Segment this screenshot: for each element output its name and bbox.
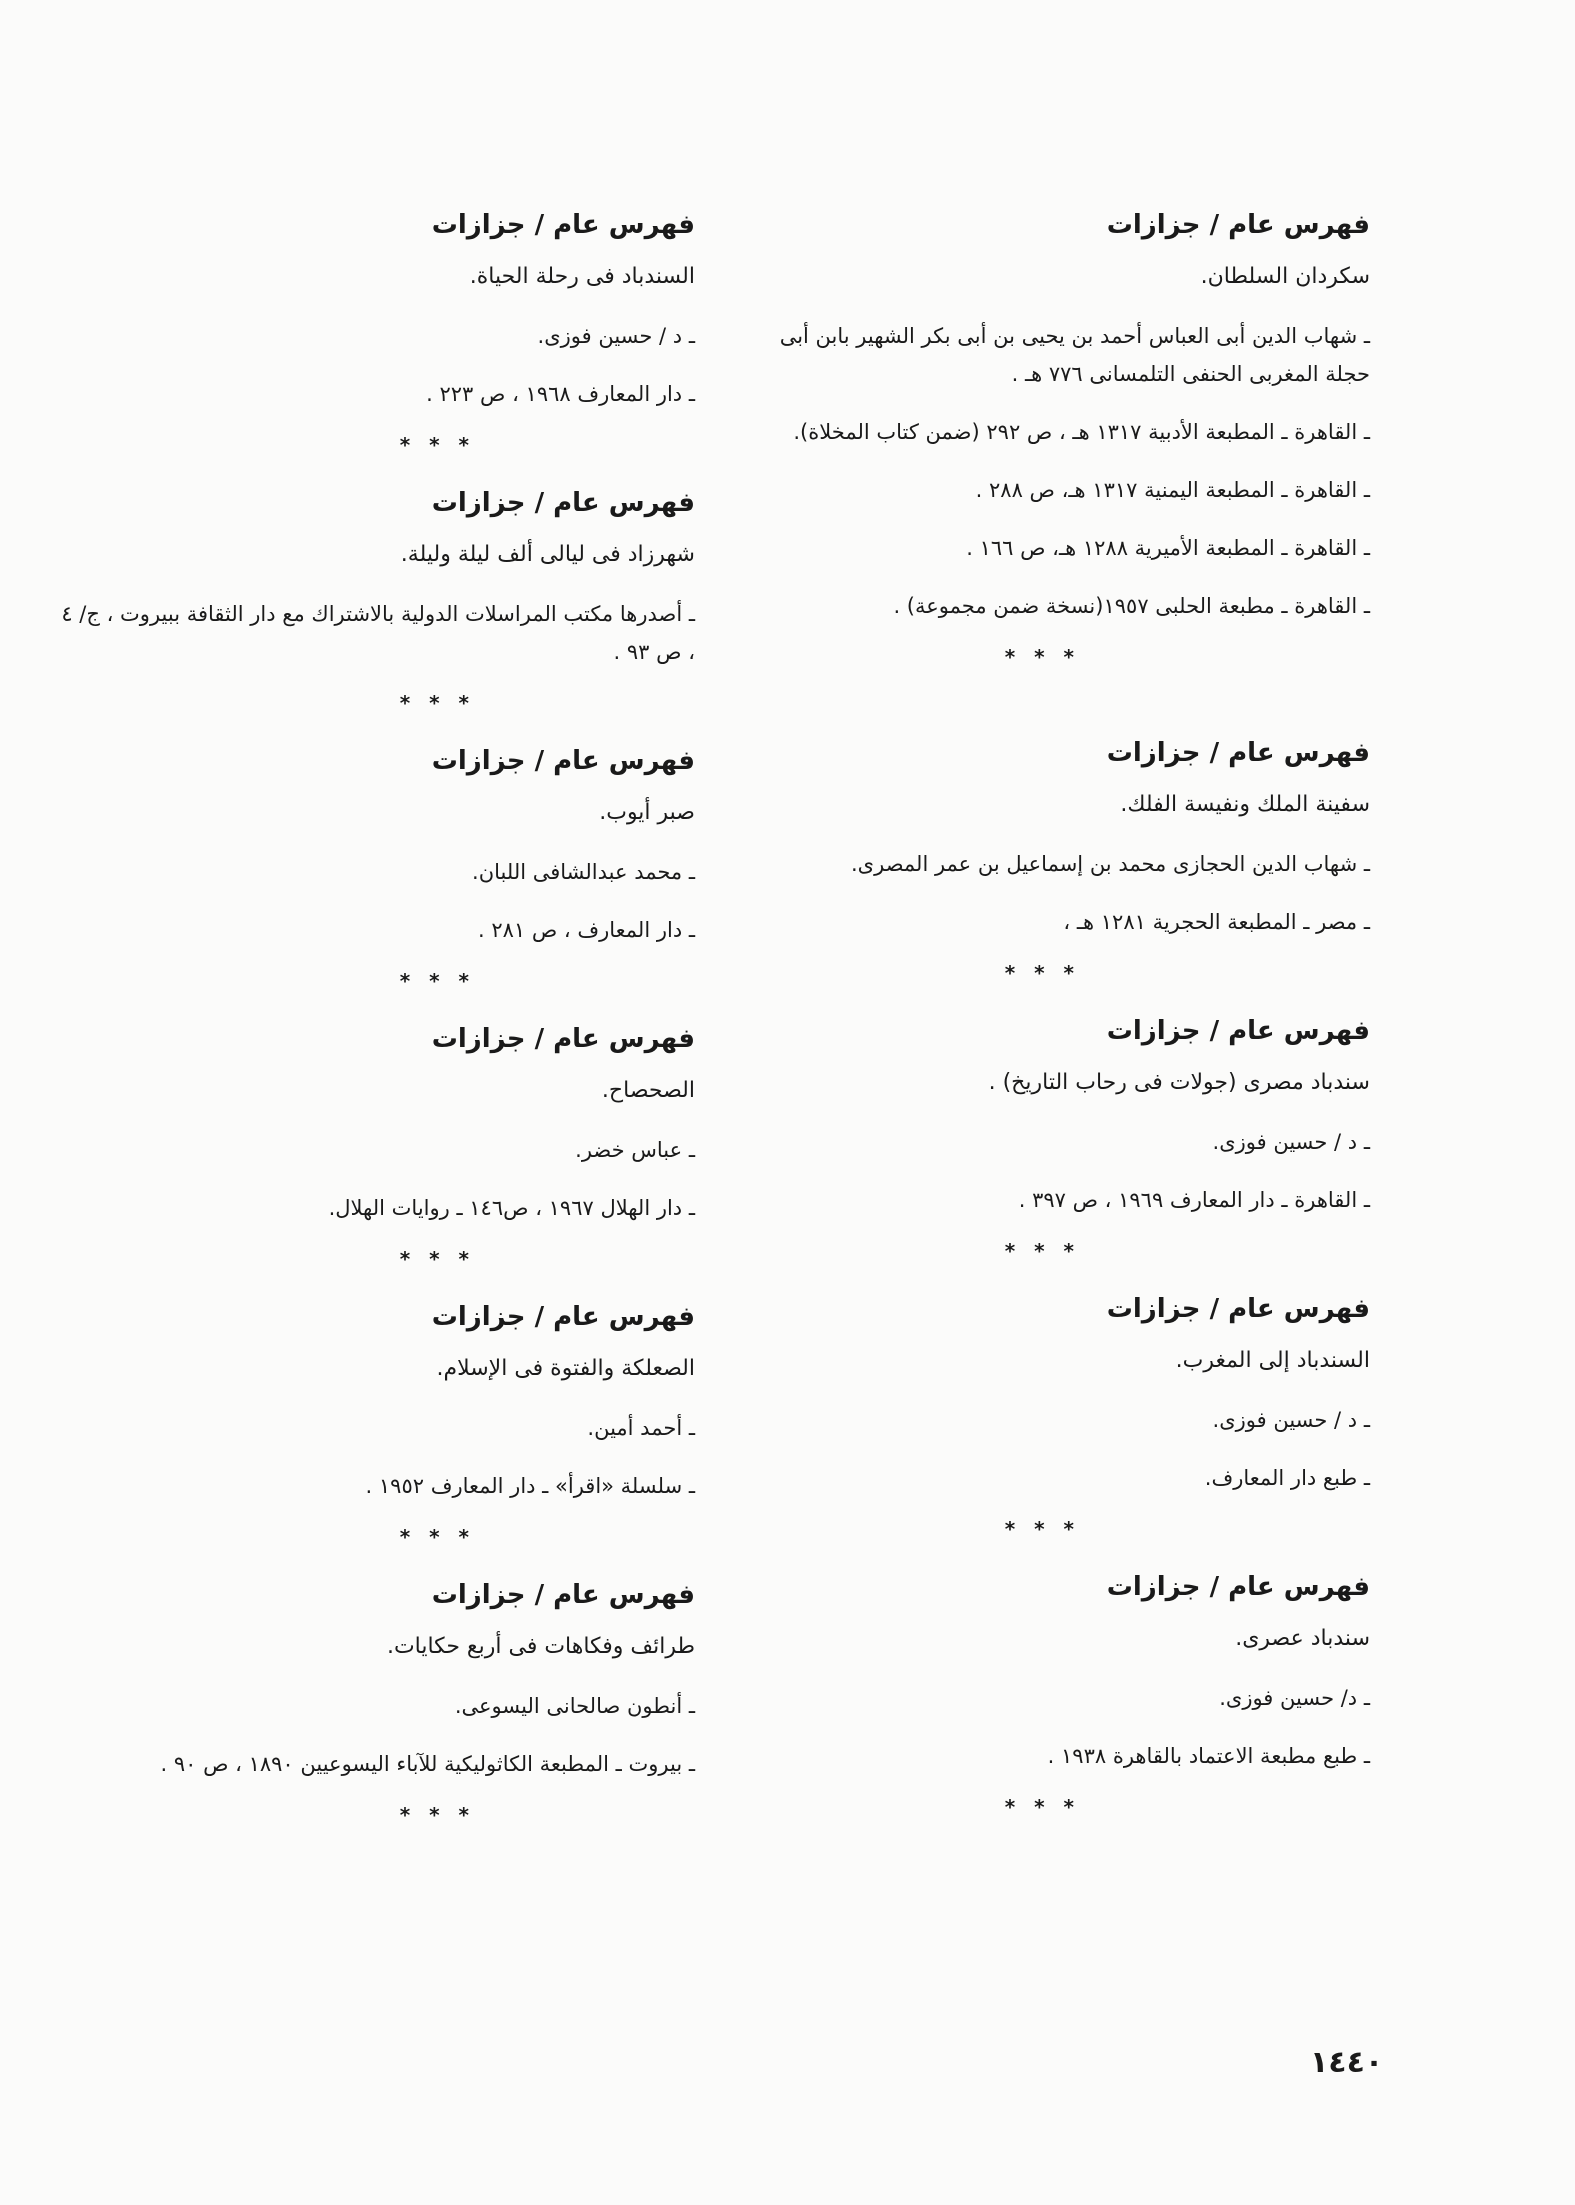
- page-number: ١٤٤٠: [1310, 2045, 1384, 2080]
- separator-stars: * * *: [399, 969, 475, 993]
- entry-heading: فهرس عام / جزازات: [431, 210, 695, 240]
- right-column: [750, 205, 1370, 1845]
- catalog-entry: [55, 1297, 695, 1549]
- entry-line: ـ د / حسين فوزى.: [1212, 1408, 1370, 1432]
- entry-title: الصعلكة والفتوة فى الإسلام.: [436, 1356, 695, 1381]
- entry-line: ـ طبع دار المعارف.: [1204, 1466, 1370, 1490]
- entry-heading: فهرس عام / جزازات: [1106, 210, 1370, 240]
- entry-line: ـ القاهرة ـ المطبعة الأميرية ١٢٨٨ هـ، ص ١٦٦ .: [966, 536, 1370, 560]
- entry-line: ـ د / حسين فوزى.: [1212, 1130, 1370, 1154]
- entry-line: ـ دار المعارف ، ص ٢٨١ .: [477, 918, 695, 942]
- separator-stars: * * *: [399, 1525, 475, 1549]
- entry-line: ـ أصدرها مكتب المراسلات الدولية بالاشتراك مع دار الثقافة ببيروت ، ج/ ٤ ، ص ٩٣ .: [61, 602, 695, 664]
- entry-line: ـ محمد عبدالشافى اللبان.: [472, 860, 695, 884]
- entry-line: ـ القاهرة ـ دار المعارف ١٩٦٩ ، ص ٣٩٧ .: [1018, 1188, 1370, 1212]
- entry-heading: فهرس عام / جزازات: [431, 1580, 695, 1610]
- entry-line: ـ دار الهلال ١٩٦٧ ، ص١٤٦ ـ روايات الهلال.: [328, 1196, 695, 1220]
- catalog-entry: [750, 205, 1370, 669]
- entry-line: ـ مصر ـ المطبعة الحجرية ١٢٨١ هـ ،: [1063, 910, 1370, 934]
- entry-line: ـ طبع مطبعة الاعتماد بالقاهرة ١٩٣٨ .: [1047, 1744, 1370, 1768]
- separator-stars: * * *: [399, 1247, 475, 1271]
- entry-line: ـ عباس خضر.: [575, 1138, 695, 1162]
- entry-heading: فهرس عام / جزازات: [431, 1024, 695, 1054]
- catalog-entry: [750, 1567, 1370, 1819]
- entry-heading: فهرس عام / جزازات: [431, 746, 695, 776]
- entry-line: ـ دار المعارف ١٩٦٨ ، ص ٢٢٣ .: [426, 382, 695, 406]
- entry-title: سكردان السلطان.: [1200, 264, 1370, 289]
- entry-line: ـ القاهرة ـ المطبعة اليمنية ١٣١٧ هـ، ص ٢٨٨ .: [975, 478, 1370, 502]
- separator-stars: * * *: [399, 433, 475, 457]
- catalog-entry: [55, 205, 695, 457]
- entry-heading: فهرس عام / جزازات: [1106, 1016, 1370, 1046]
- entry-title: السندباد فى رحلة الحياة.: [469, 264, 695, 289]
- entry-title: شهرزاد فى ليالى ألف ليلة وليلة.: [400, 542, 695, 567]
- entry-heading: فهرس عام / جزازات: [1106, 1572, 1370, 1602]
- entry-title: صبر أيوب.: [599, 800, 695, 825]
- entry-line: ـ شهاب الدين الحجازى محمد بن إسماعيل بن عمر المصرى.: [851, 852, 1370, 876]
- spacer: [750, 695, 1370, 733]
- entry-title: الصحصاح.: [601, 1078, 695, 1103]
- separator-stars: * * *: [1004, 1239, 1080, 1263]
- entry-line: ـ شهاب الدين أبى العباس أحمد بن يحيى بن أبى بكر الشهير بابن أبى حجلة المغربى الحنفى التلمسانى ٧٧٦ هـ .: [779, 324, 1370, 386]
- entry-title: طرائف وفكاهات فى أربع حكايات.: [386, 1634, 695, 1659]
- entry-heading: فهرس عام / جزازات: [431, 1302, 695, 1332]
- entry-line: ـ د/ حسين فوزى.: [1219, 1686, 1370, 1710]
- separator-stars: * * *: [1004, 961, 1080, 985]
- catalog-entry: [55, 483, 695, 715]
- catalog-entry: [55, 1575, 695, 1827]
- catalog-entry: [750, 733, 1370, 985]
- entry-line: ـ القاهرة ـ المطبعة الأدبية ١٣١٧ هـ ، ص ٢٩٢ (ضمن كتاب المخلاة).: [793, 420, 1370, 444]
- entry-line: ـ بيروت ـ المطبعة الكاثوليكية للآباء اليسوعيين ١٨٩٠ ، ص ٩٠ .: [160, 1752, 695, 1776]
- catalog-entry: [55, 1019, 695, 1271]
- separator-stars: * * *: [399, 691, 475, 715]
- catalog-entry: [55, 741, 695, 993]
- entry-heading: فهرس عام / جزازات: [1106, 1294, 1370, 1324]
- entry-heading: فهرس عام / جزازات: [431, 488, 695, 518]
- left-column: [55, 205, 695, 1853]
- entry-line: ـ أنطون صالحانى اليسوعى.: [454, 1694, 695, 1718]
- entry-line: ـ القاهرة ـ مطبعة الحلبى ١٩٥٧(نسخة ضمن مجموعة) .: [893, 594, 1370, 618]
- separator-stars: * * *: [1004, 1795, 1080, 1819]
- separator-stars: * * *: [1004, 645, 1080, 669]
- catalog-entry: [750, 1289, 1370, 1541]
- entry-line: ـ د / حسين فوزى.: [537, 324, 695, 348]
- entry-title: سندباد مصرى (جولات فى رحاب التاريخ) .: [988, 1070, 1370, 1095]
- entry-line: ـ سلسلة «اقرأ» ـ دار المعارف ١٩٥٢ .: [365, 1474, 695, 1498]
- entry-line: ـ أحمد أمين.: [587, 1416, 695, 1440]
- entry-title: سندباد عصرى.: [1235, 1626, 1370, 1651]
- entry-title: سفينة الملك ونفيسة الفلك.: [1120, 792, 1370, 817]
- separator-stars: * * *: [1004, 1517, 1080, 1541]
- entry-title: السندباد إلى المغرب.: [1175, 1348, 1370, 1373]
- separator-stars: * * *: [399, 1803, 475, 1827]
- entry-heading: فهرس عام / جزازات: [1106, 738, 1370, 768]
- catalog-entry: [750, 1011, 1370, 1263]
